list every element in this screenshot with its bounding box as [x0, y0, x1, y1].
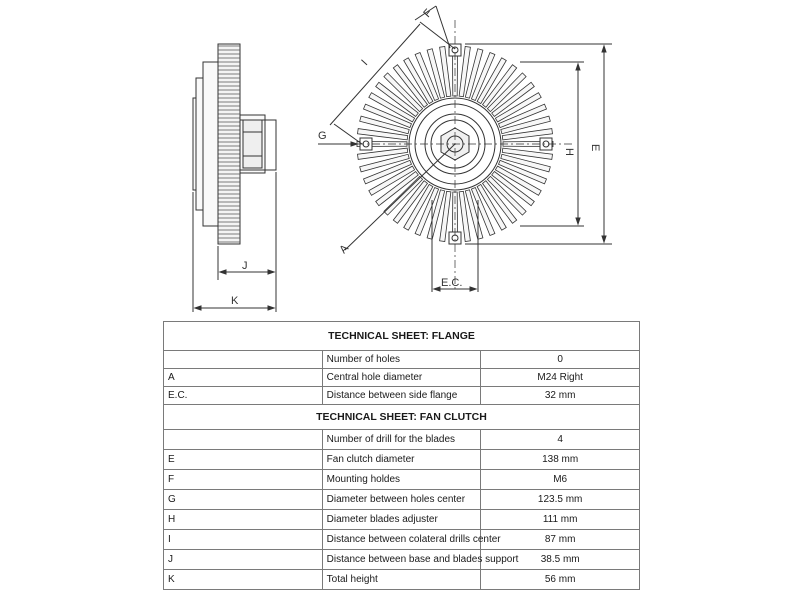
row-value: 56 mm	[481, 570, 640, 590]
dim-label-e: E	[589, 144, 601, 152]
table-row	[164, 369, 640, 387]
section-title: TECHNICAL SHEET: FAN CLUTCH	[164, 405, 640, 430]
row-description: Diameter blades adjuster	[322, 510, 481, 530]
row-description: Distance between colateral drills center	[322, 530, 481, 550]
row-code: I	[164, 530, 323, 550]
dim-label-i: I	[359, 57, 371, 69]
row-value: 138 mm	[481, 450, 640, 470]
dim-label-g: G	[318, 130, 327, 142]
table-row	[164, 387, 640, 405]
row-code: E.C.	[164, 387, 323, 405]
row-value: 123.5 mm	[481, 490, 640, 510]
row-code	[164, 351, 323, 369]
row-value: 32 mm	[481, 387, 640, 405]
row-code: A	[164, 369, 323, 387]
row-code: H	[164, 510, 323, 530]
row-value: M24 Right	[481, 369, 640, 387]
table-row	[164, 450, 640, 470]
dim-label-a: A	[337, 242, 352, 257]
fan-clutch-section-title	[164, 405, 640, 430]
row-description: Number of drill for the blades	[322, 430, 481, 450]
section-title: TECHNICAL SHEET: FLANGE	[164, 322, 640, 351]
dim-label-f: F	[421, 6, 435, 21]
flange-section-title	[164, 322, 640, 351]
row-code: E	[164, 450, 323, 470]
row-value: 4	[481, 430, 640, 450]
row-description: Distance between side flange	[322, 387, 481, 405]
row-description: Distance between base and blades support	[322, 550, 481, 570]
spec-table	[163, 321, 640, 590]
row-code: F	[164, 470, 323, 490]
row-description: Total height	[322, 570, 481, 590]
table-row	[164, 570, 640, 590]
table-row	[164, 510, 640, 530]
side-view	[193, 44, 276, 312]
row-code: K	[164, 570, 323, 590]
row-value: 0	[481, 351, 640, 369]
row-code: G	[164, 490, 323, 510]
table-row	[164, 490, 640, 510]
row-value: 87 mm	[481, 530, 640, 550]
dim-label-h: H	[563, 148, 575, 156]
table-row	[164, 430, 640, 450]
row-description: Central hole diameter	[322, 369, 481, 387]
row-description: Diameter between holes center	[322, 490, 481, 510]
row-code	[164, 430, 323, 450]
table-row	[164, 530, 640, 550]
row-value: 38.5 mm	[481, 550, 640, 570]
table-row	[164, 470, 640, 490]
row-description: Mounting holdes	[322, 470, 481, 490]
row-description: Number of holes	[322, 351, 481, 369]
table-row	[164, 351, 640, 369]
row-value: M6	[481, 470, 640, 490]
row-description: Fan clutch diameter	[322, 450, 481, 470]
row-value: 111 mm	[481, 510, 640, 530]
dim-label-k: K	[231, 295, 239, 307]
table-row	[164, 550, 640, 570]
dim-label-j: J	[242, 260, 248, 272]
row-code: J	[164, 550, 323, 570]
dim-label-ec: E.C.	[441, 277, 463, 289]
